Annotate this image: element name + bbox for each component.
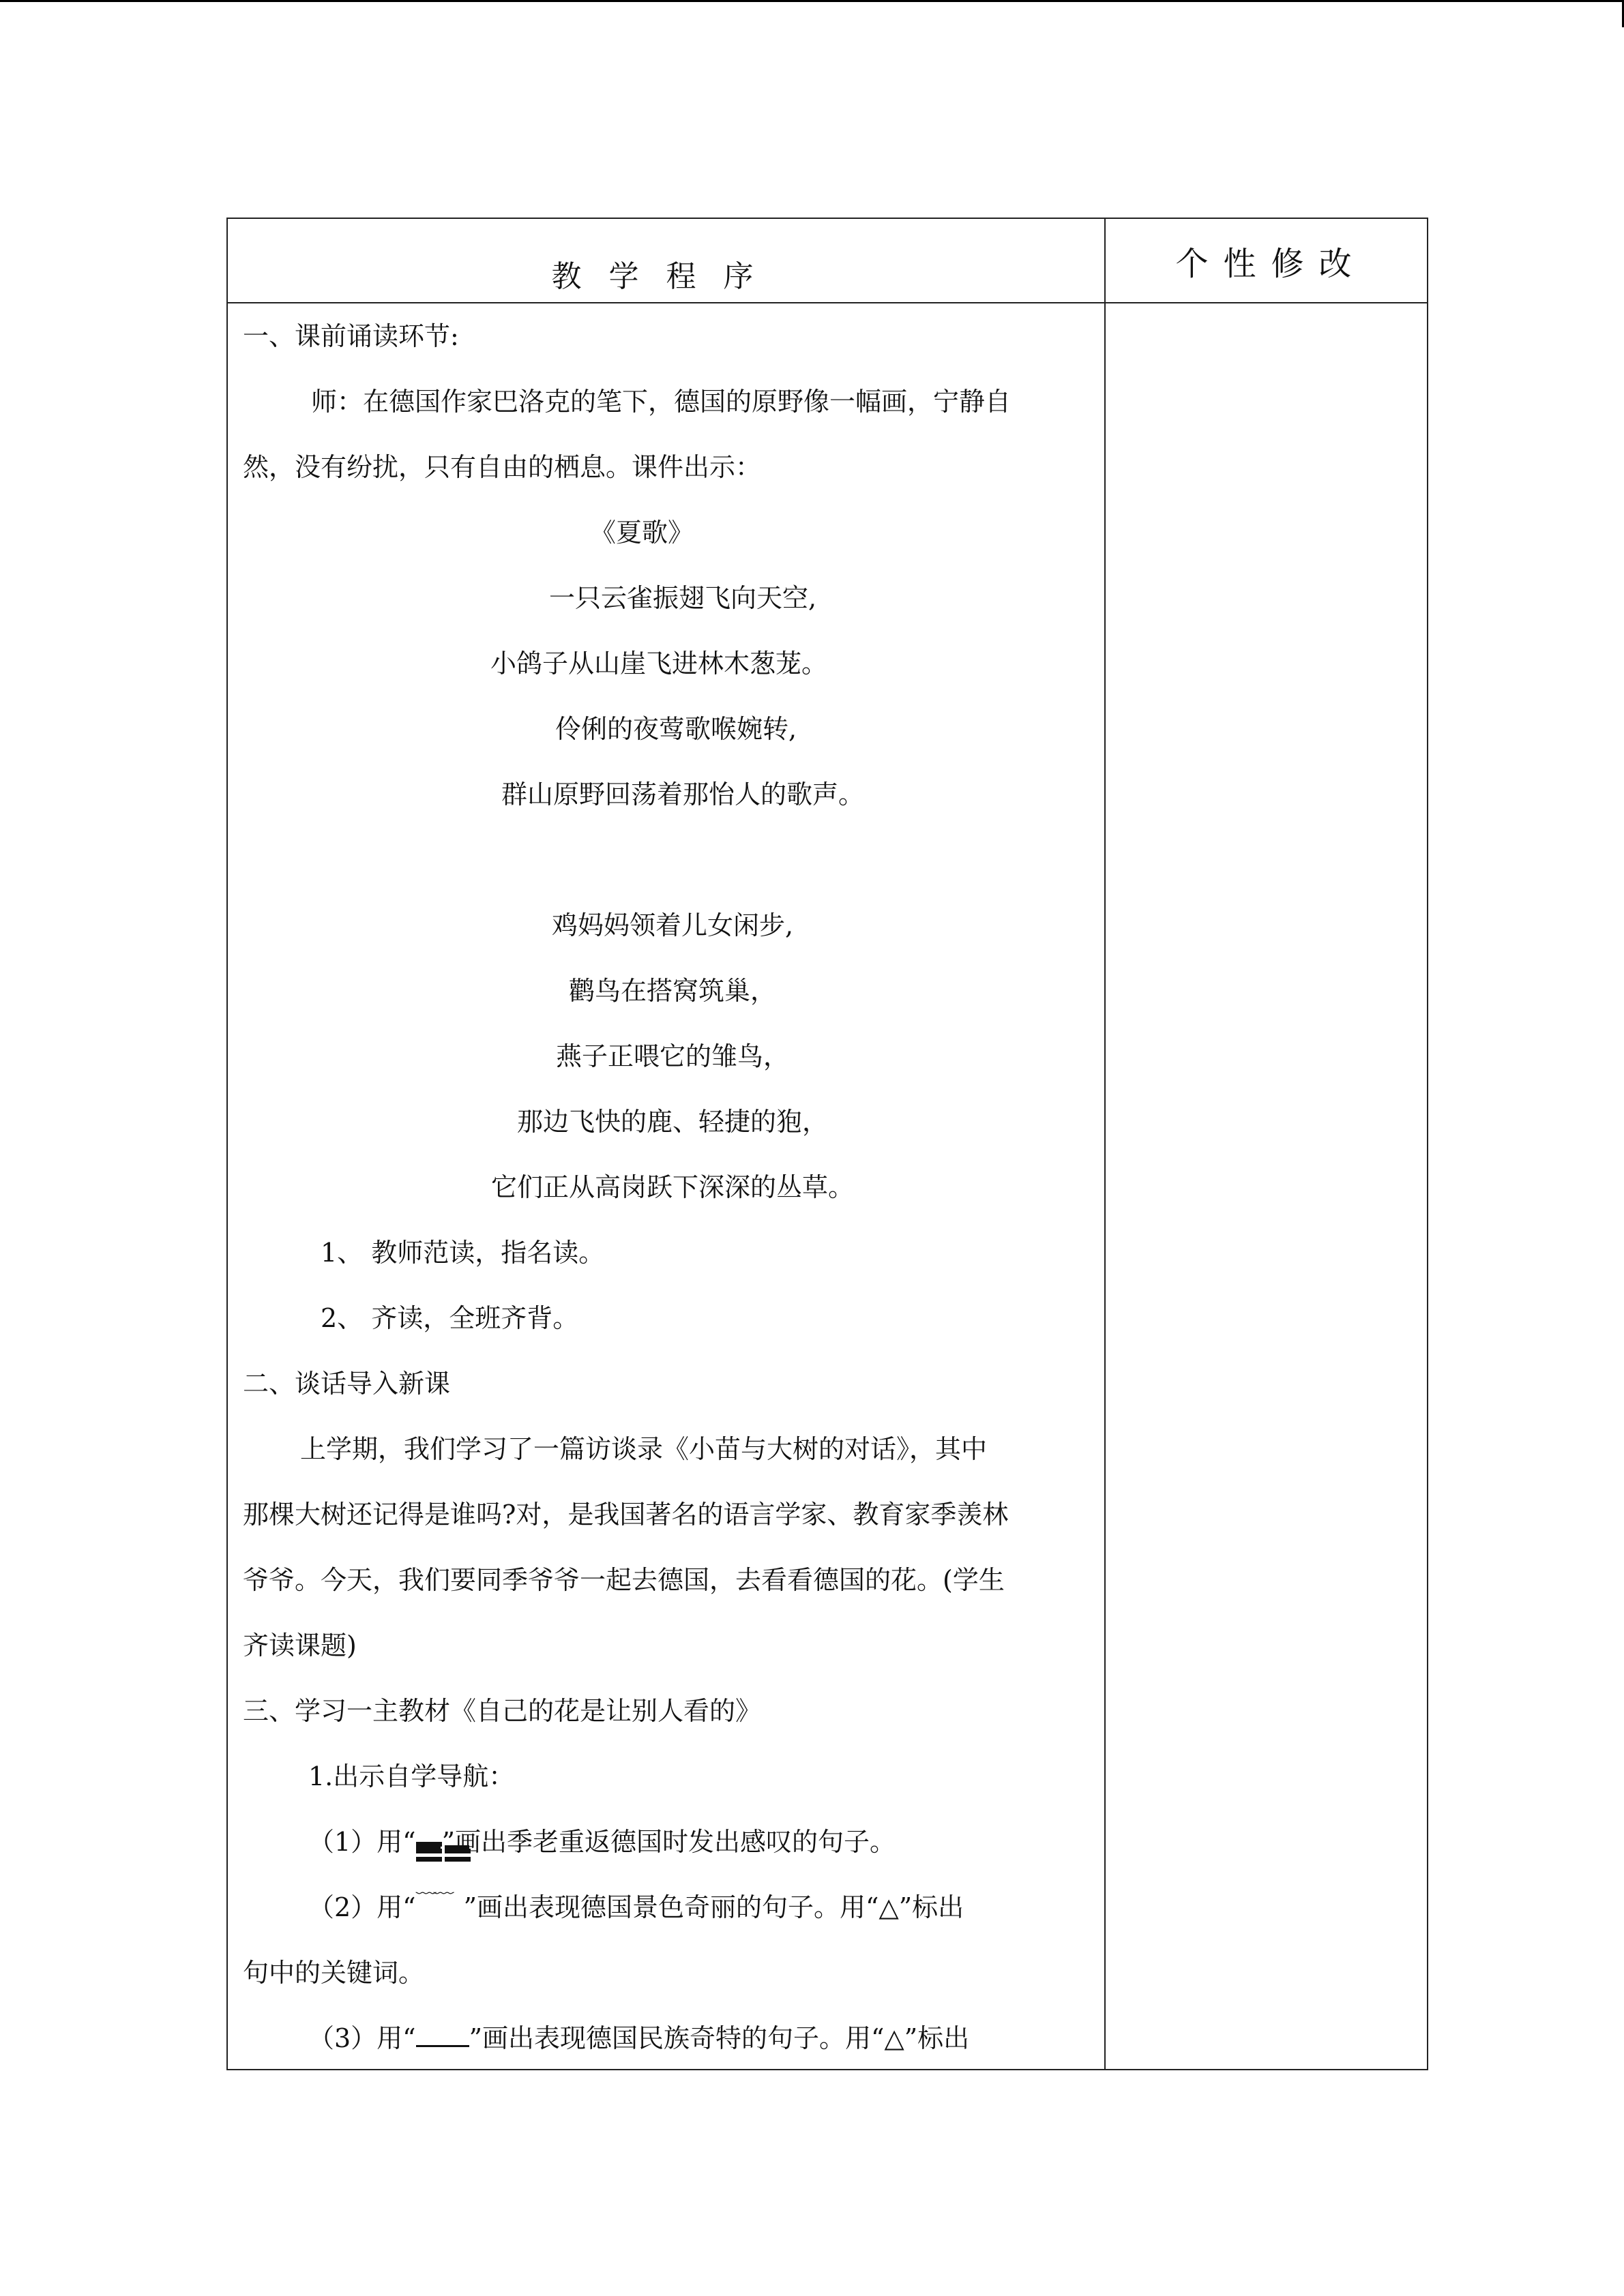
- procedure-content: [243, 303, 1095, 2071]
- section1-title: 一、课前诵读环节:: [243, 321, 459, 351]
- s2-line-3: 爷爷。今天，我们要同季爷爷一起去德国，去看看德国的花。(学生: [243, 1565, 1005, 1595]
- poem-title: 《夏歌》: [589, 518, 694, 548]
- wavy-line-mark: ﹏﹏: [415, 1874, 452, 1898]
- poem-line: 一只云雀振翅飞向天空,: [548, 583, 817, 613]
- header-teaching-procedure: 教学程序: [551, 259, 781, 294]
- page-top-border: [0, 0, 1624, 2]
- section2-title: 二、谈话导入新课: [243, 1369, 451, 1399]
- poem-line: 小鸽子从山崖飞进林木葱茏。: [490, 648, 827, 679]
- intro-line-2: 然，没有纷扰，只有自由的栖息。课件出示：: [243, 452, 762, 482]
- column-divider: [1104, 219, 1106, 2069]
- section3-title: 三、学习一主教材《自己的花是让别人看的》: [243, 1696, 762, 1726]
- s2-line-4: 齐读课题): [243, 1630, 357, 1660]
- guide-title: 1.出示自学导航：: [308, 1761, 515, 1791]
- guide-2-prefix: （2）用“: [308, 1892, 416, 1922]
- guide-item-1: [243, 1809, 1095, 1875]
- poem-line: 它们正从高岗跃下深深的丛草。: [490, 1172, 854, 1202]
- poem-line: 燕子正喂它的雏鸟，: [555, 1041, 789, 1071]
- guide-3-suffix: ”画出表现德国民族奇特的句子。用“△”标出: [469, 2023, 970, 2053]
- stanza-gap: [243, 827, 1095, 893]
- guide-1-prefix: （1）用“: [308, 1827, 416, 1857]
- poem-line: 鹳鸟在搭窝筑巢，: [568, 976, 776, 1006]
- poem-line: 群山原野回荡着那怡人的歌声。: [501, 779, 864, 809]
- s2-line-1: 上学期，我们学习了一篇访谈录《小苗与大树的对话》，其中: [300, 1434, 988, 1464]
- header-personal-revision: 个性修改: [1175, 244, 1367, 283]
- poem-line: 伶俐的夜莺歌喉婉转,: [555, 714, 797, 744]
- intro-line-1: 师：在德国作家巴洛克的笔下，德国的原野像一幅画，宁静自: [311, 387, 1012, 417]
- guide-1-suffix: ”画出季老重返德国时发出感叹的句子。: [441, 1827, 896, 1857]
- poem-line: 鸡妈妈领着儿女闲步,: [551, 910, 794, 940]
- double-underline-mark-icon: [416, 1838, 442, 1850]
- guide-item-2-line-2: 句中的关键词。: [243, 1958, 425, 1988]
- underline-mark-icon: [416, 2021, 469, 2047]
- s2-line-2: 那棵大树还记得是谁吗?对，是我国著名的语言学家、教育家季羡林: [243, 1500, 1009, 1530]
- lesson-plan-table: [226, 218, 1428, 2070]
- guide-3-prefix: （3）用“: [308, 2023, 416, 2053]
- step-1: 1、 教师范读，指名读。: [321, 1238, 605, 1268]
- guide-item-2: [243, 1875, 1095, 1940]
- poem-line: 那边飞快的鹿、轻捷的狍，: [516, 1107, 828, 1137]
- guide-item-3: [243, 2006, 1095, 2071]
- guide-2-suffix: ”画出表现德国景色奇丽的句子。用“△”标出: [463, 1892, 964, 1922]
- step-2: 2、 齐读，全班齐背。: [321, 1303, 579, 1333]
